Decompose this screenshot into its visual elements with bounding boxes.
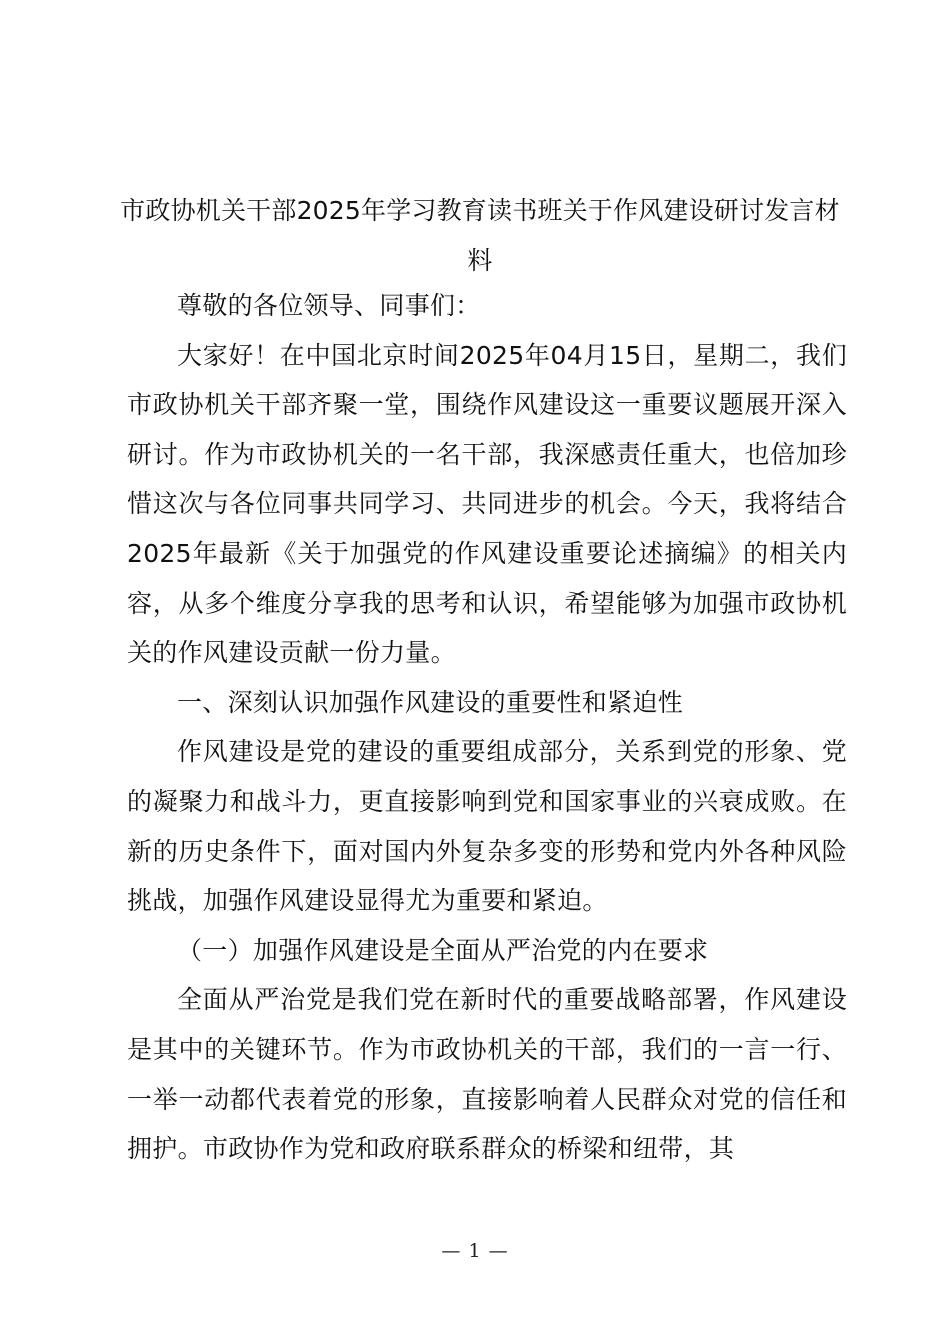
salutation-paragraph: 尊敬的各位领导、同事们： — [177, 291, 481, 320]
section-1-paragraph: 作风建设是党的建设的重要组成部分，关系到党的形象、党的凝聚力和战斗力，更直接影响到党和国家事业的兴衰成败。在新的历史条件下，面对国内外复杂多变的形势和党内外各种风险挑战，加强作风建设显得尤为重要和紧迫。 — [127, 737, 847, 916]
document-title: 市政协机关干部2025年学习教育读书班关于作风建设研讨发言材料 — [120, 196, 840, 275]
subsection-heading-1-1: （一）加强作风建设是全面从严治党的内在要求 — [177, 935, 709, 965]
subsection-1-1-paragraph: 全面从严治党是我们党在新时代的重要战略部署，作风建设是其中的关键环节。作为市政协机关的干部，我们的一言一行、一举一动都代表着党的形象，直接影响着人民群众对党的信任和拥护。市政协作为党和政府联系群众的桥梁和纽带，其 — [127, 985, 847, 1164]
document-body — [127, 281, 847, 1174]
section-heading-1: 一、深刻认识加强作风建设的重要性和紧迫性 — [177, 687, 684, 717]
page-number: — 1 — — [441, 1240, 509, 1262]
opening-paragraph: 大家好！在中国北京时间2025年04月15日，星期二，我们市政协机关干部齐聚一堂，围绕作风建设这一重要议题展开深入研讨。作为市政协机关的一名干部，我深感责任重大，也倍加珍惜这次与各位同事共同学习、共同进步的机会。今天，我将结合2025年最新《关于加强党的作风建设重要论述摘编》的相关内容，从多个维度分享我的思考和认识，希望能够为加强市政协机关的作风建设贡献一份力量。 — [127, 340, 847, 668]
